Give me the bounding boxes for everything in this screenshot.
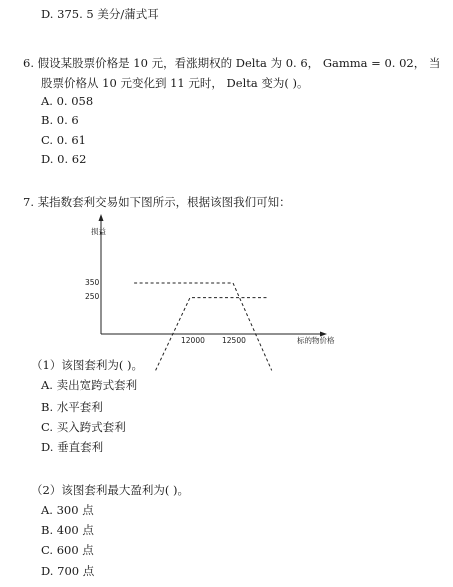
x-tick-12500: 12500 bbox=[222, 336, 246, 345]
q7-sub2-stem: （2）该图套利最大盈利为( )。 bbox=[31, 483, 189, 497]
q7-sub2-option-a: A. 300 点 bbox=[41, 503, 94, 517]
q5-option-d: D. 375. 5 美分/蒲式耳 bbox=[41, 7, 159, 21]
q7-sub1-option-b: B. 水平套利 bbox=[41, 400, 103, 414]
q7-sub1-stem: （1）该图套利为( )。 bbox=[31, 358, 143, 372]
q7-stem: 7. 某指数套利交易如下图所示，根据该图我们可知： bbox=[23, 195, 291, 209]
y-axis-label: 损益 bbox=[91, 227, 106, 236]
y-tick-350: 350 bbox=[85, 278, 100, 287]
y-axis-arrow-icon bbox=[99, 214, 104, 221]
payoff-series-1 bbox=[134, 283, 272, 370]
y-tick-250: 250 bbox=[85, 292, 100, 301]
series-layer bbox=[134, 283, 272, 370]
q6-option-a: A. 0. 058 bbox=[41, 94, 94, 108]
q6-option-d: D. 0. 62 bbox=[41, 152, 87, 166]
q7-sub1-option-c: C. 买入跨式套利 bbox=[41, 420, 126, 434]
x-axis-label: 标的物价格 bbox=[297, 336, 335, 345]
q7-sub1-option-a: A. 卖出宽跨式套利 bbox=[41, 378, 138, 392]
q6-option-b: B. 0. 6 bbox=[41, 113, 79, 127]
q7-sub2-option-d: D. 700 点 bbox=[41, 564, 95, 578]
q7-sub1-option-d: D. 垂直套利 bbox=[41, 440, 104, 454]
q6-stem-line1: 6. 假设某股票价格是 10 元，看涨期权的 Delta 为 0. 6， Gamma = 0. 02， 当 bbox=[23, 56, 441, 70]
q6-option-c: C. 0. 61 bbox=[41, 133, 86, 147]
q7-sub2-option-b: B. 400 点 bbox=[41, 523, 94, 537]
q6-stem-line2: 股票价格从 10 元变化到 11 元时， Delta 变为( )。 bbox=[41, 76, 309, 90]
q7-sub2-option-c: C. 600 点 bbox=[41, 543, 94, 557]
x-tick-12000: 12000 bbox=[181, 336, 205, 345]
